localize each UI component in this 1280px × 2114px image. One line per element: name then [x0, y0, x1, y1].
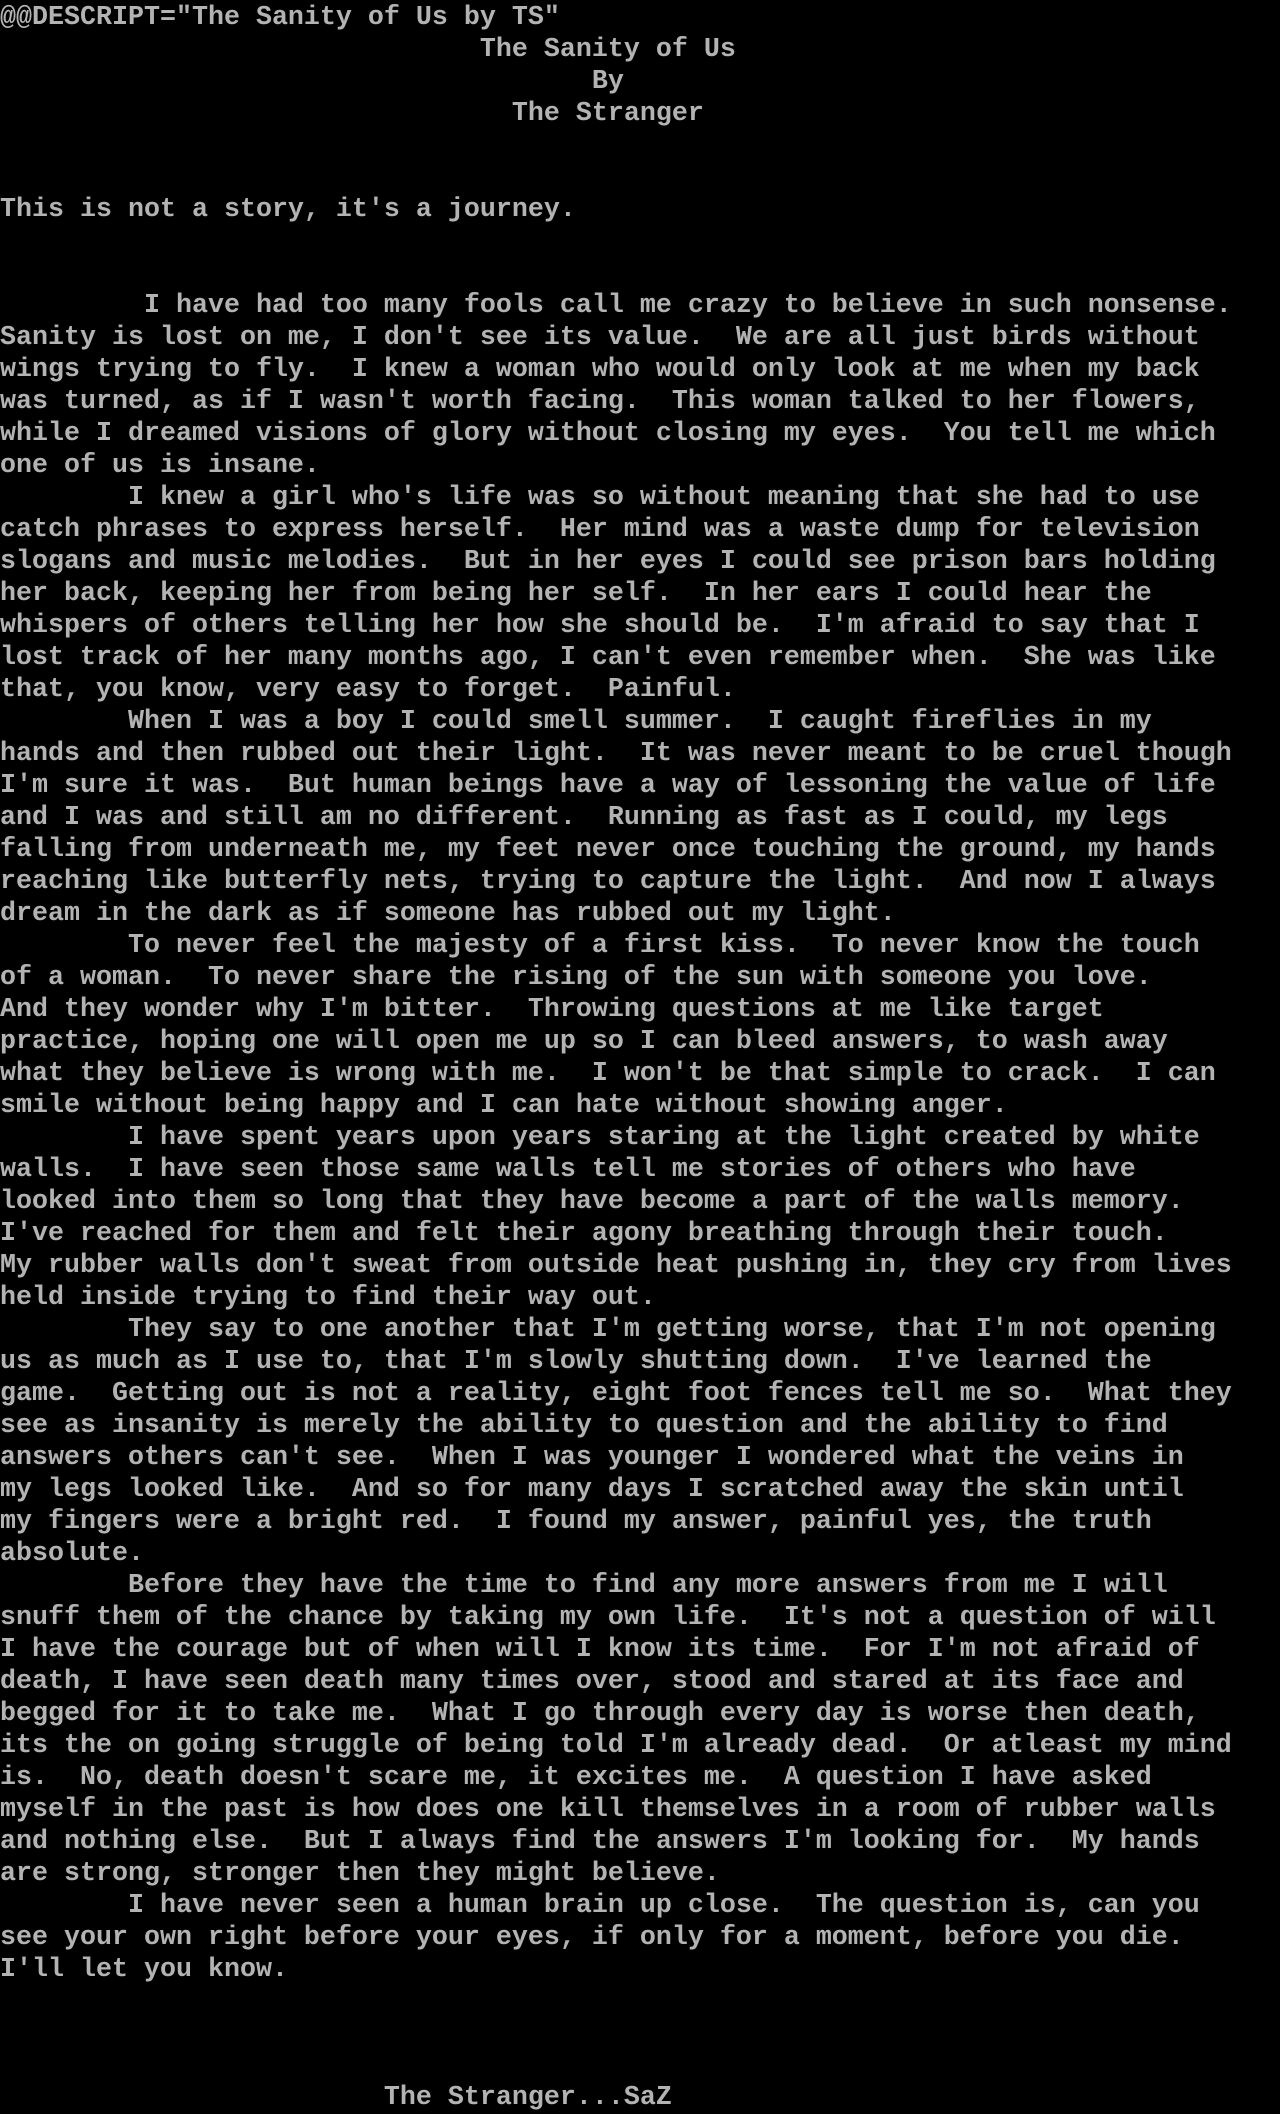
story-line: whispers of others telling her how she should be. I'm afraid to say that I: [0, 611, 1200, 641]
story-line: I've reached for them and felt their agony breathing through their touch.: [0, 1219, 1168, 1249]
story-line: answers others can't see. When I was younger I wondered what the veins in: [0, 1443, 1184, 1473]
story-line: my fingers were a bright red. I found my answer, painful yes, the truth: [0, 1507, 1152, 1537]
story-line: They say to one another that I'm getting worse, that I'm not opening: [0, 1315, 1216, 1345]
blank-line: [0, 130, 1280, 162]
story-line: its the on going struggle of being told I'm already dead. Or atleast my mind: [0, 1731, 1232, 1761]
story-line: what they believe is wrong with me. I won't be that simple to crack. I can: [0, 1059, 1216, 1089]
story-line: see your own right before your eyes, if only for a moment, before you die.: [0, 1923, 1184, 1953]
story-line: are strong, stronger then they might believe.: [0, 1859, 720, 1889]
story-line: I have had too many fools call me crazy to believe in such nonsense.: [0, 291, 1232, 321]
story-line: one of us is insane.: [0, 451, 320, 481]
story-line: To never feel the majesty of a first kiss. To never know the touch: [0, 931, 1200, 961]
story-line: walls. I have seen those same walls tell me stories of others who have: [0, 1155, 1136, 1185]
story-line: begged for it to take me. What I go through every day is worse then death,: [0, 1699, 1200, 1729]
story-line: Before they have the time to find any more answers from me I will: [0, 1571, 1168, 1601]
story-line: see as insanity is merely the ability to question and the ability to find: [0, 1411, 1168, 1441]
story-line: lost track of her many months ago, I can't even remember when. She was like: [0, 643, 1216, 673]
blank-line: [0, 1986, 1280, 2018]
story-line: I knew a girl who's life was so without meaning that she had to use: [0, 483, 1200, 513]
story-line: practice, hoping one will open me up so I can bleed answers, to wash away: [0, 1027, 1168, 1057]
story-line: smile without being happy and I can hate without showing anger.: [0, 1091, 1008, 1121]
story-line: I have spent years upon years staring at the light created by white: [0, 1123, 1200, 1153]
blank-line: [0, 258, 1280, 290]
author-line: The Stranger: [0, 99, 704, 129]
story-line: I have the courage but of when will I know its time. For I'm not afraid of: [0, 1635, 1200, 1665]
story-line: absolute.: [0, 1539, 144, 1569]
story-line: My rubber walls don't sweat from outside heat pushing in, they cry from lives: [0, 1251, 1232, 1281]
blank-line: [0, 226, 1280, 258]
blank-line: [0, 162, 1280, 194]
story-line: I'll let you know.: [0, 1955, 288, 1985]
story-line: her back, keeping her from being her self. In her ears I could hear the: [0, 579, 1152, 609]
story-line: us as much as I use to, that I'm slowly shutting down. I've learned the: [0, 1347, 1152, 1377]
story-line: catch phrases to express herself. Her mind was a waste dump for television: [0, 515, 1200, 545]
story-line: I'm sure it was. But human beings have a way of lessoning the value of life: [0, 771, 1216, 801]
tagline-line: This is not a story, it's a journey.: [0, 195, 576, 225]
story-line: while I dreamed visions of glory without closing my eyes. You tell me which: [0, 419, 1216, 449]
story-line: And they wonder why I'm bitter. Throwing questions at me like target: [0, 995, 1104, 1025]
story-line: held inside trying to find their way out.: [0, 1283, 656, 1313]
story-line: When I was a boy I could smell summer. I caught fireflies in my: [0, 707, 1152, 737]
title-line: The Sanity of Us: [0, 35, 736, 65]
story-line: wings trying to fly. I knew a woman who would only look at me when my back: [0, 355, 1200, 385]
blank-line: [0, 2018, 1280, 2050]
blank-line: [0, 2050, 1280, 2082]
descript-line: @@DESCRIPT="The Sanity of Us by TS": [0, 3, 560, 33]
story-line: reaching like butterfly nets, trying to capture the light. And now I always: [0, 867, 1216, 897]
story-line: of a woman. To never share the rising of the sun with someone you love.: [0, 963, 1152, 993]
story-line: slogans and music melodies. But in her eyes I could see prison bars holding: [0, 547, 1216, 577]
story-line: my legs looked like. And so for many days I scratched away the skin until: [0, 1475, 1184, 1505]
story-line: looked into them so long that they have become a part of the walls memory.: [0, 1187, 1184, 1217]
story-line: dream in the dark as if someone has rubbed out my light.: [0, 899, 896, 929]
byline-line: By: [0, 67, 624, 97]
story-line: game. Getting out is not a reality, eight foot fences tell me so. What they: [0, 1379, 1232, 1409]
story-line: falling from underneath me, my feet never once touching the ground, my hands: [0, 835, 1216, 865]
story-line: and nothing else. But I always find the answers I'm looking for. My hands: [0, 1827, 1200, 1857]
story-line: I have never seen a human brain up close. The question is, can you: [0, 1891, 1200, 1921]
story-line: Sanity is lost on me, I don't see its value. We are all just birds without: [0, 323, 1200, 353]
story-line: is. No, death doesn't scare me, it excites me. A question I have asked: [0, 1763, 1152, 1793]
story-line: myself in the past is how does one kill themselves in a room of rubber walls: [0, 1795, 1216, 1825]
story-line: was turned, as if I wasn't worth facing. This woman talked to her flowers,: [0, 387, 1200, 417]
story-line: and I was and still am no different. Running as fast as I could, my legs: [0, 803, 1168, 833]
story-line: that, you know, very easy to forget. Painful.: [0, 675, 736, 705]
story-line: death, I have seen death many times over, stood and stared at its face and: [0, 1667, 1184, 1697]
story-line: snuff them of the chance by taking my own life. It's not a question of will: [0, 1603, 1216, 1633]
signature-line: The Stranger...SaZ: [0, 2083, 672, 2113]
story-line: hands and then rubbed out their light. It was never meant to be cruel though: [0, 739, 1232, 769]
